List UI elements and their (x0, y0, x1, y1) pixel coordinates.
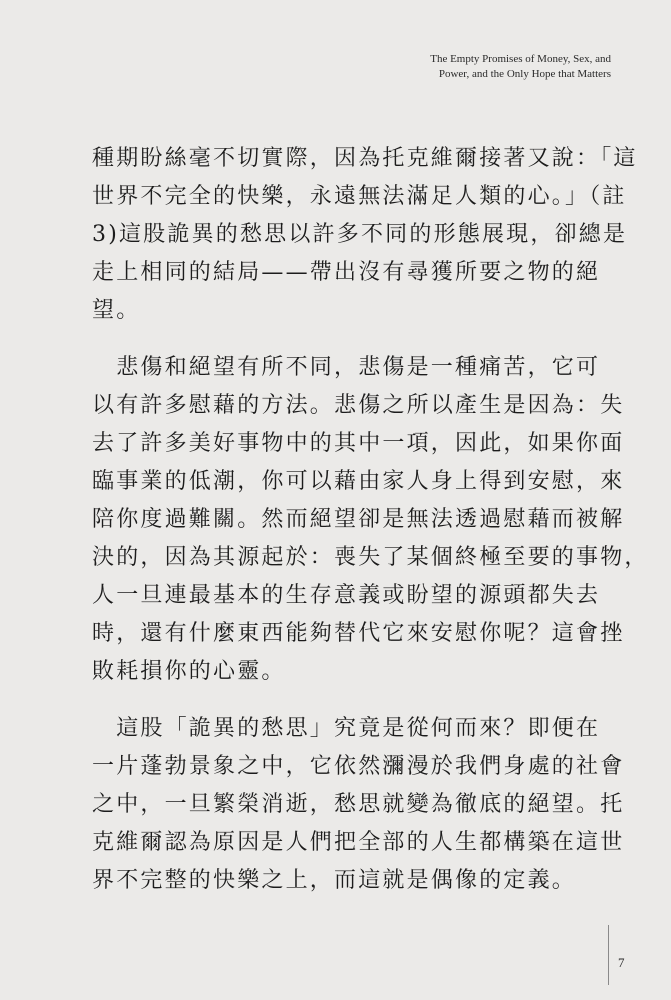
text-line: 去了許多美好事物中的其中一項，因此，如果你面 (92, 431, 625, 456)
folio-rule (608, 925, 609, 985)
text-line: 悲傷和絕望有所不同，悲傷是一種痛苦，它可 (92, 355, 601, 380)
text-line: 之中，一旦繁榮消逝，愁思就變為徹底的絕望。托 (92, 792, 625, 817)
text-line: 界不完整的快樂之上，而這就是偶像的定義。 (92, 868, 577, 893)
text-line: 決的，因為其源起於：喪失了某個終極至要的事物， (92, 545, 649, 570)
text-line: 這股「詭異的愁思」究竟是從何而來？即便在 (92, 716, 601, 741)
text-line: 望。 (92, 298, 141, 323)
text-line: 時，還有什麼東西能夠替代它來安慰你呢？這會挫 (92, 621, 625, 646)
paragraph-1 (92, 140, 638, 330)
body-text (92, 140, 649, 900)
text-line: 走上相同的結局——帶出沒有尋獲所要之物的絕 (92, 260, 601, 285)
text-line: 以有許多慰藉的方法。悲傷之所以產生是因為：失 (92, 393, 625, 418)
running-header-line-1: The Empty Promises of Money, Sex, and (430, 53, 611, 65)
page-number: 7 (618, 955, 625, 970)
text-line: 一片蓬勃景象之中，它依然瀰漫於我們身處的社會 (92, 754, 625, 779)
running-header (351, 52, 611, 82)
text-line: 陪你度過難關。然而絕望卻是無法透過慰藉而被解 (92, 507, 625, 532)
text-line: 克維爾認為原因是人們把全部的人生都構築在這世 (92, 830, 625, 855)
text-line: 世界不完全的快樂，永遠無法滿足人類的心。」（註 (92, 184, 627, 209)
text-line: 3)這股詭異的愁思以許多不同的形態展現，卻總是 (92, 222, 628, 247)
text-line: 種期盼絲毫不切實際，因為托克維爾接著又說：「這 (92, 146, 638, 171)
running-header-line-2: Power, and the Only Hope that Matters (438, 68, 611, 80)
paragraph-3 (92, 710, 625, 900)
text-line: 人一旦連最基本的生存意義或盼望的源頭都失去 (92, 583, 601, 608)
text-line: 臨事業的低潮，你可以藉由家人身上得到安慰，來 (92, 469, 625, 494)
paragraph-2 (92, 349, 649, 691)
text-line: 敗耗損你的心靈。 (92, 659, 286, 684)
